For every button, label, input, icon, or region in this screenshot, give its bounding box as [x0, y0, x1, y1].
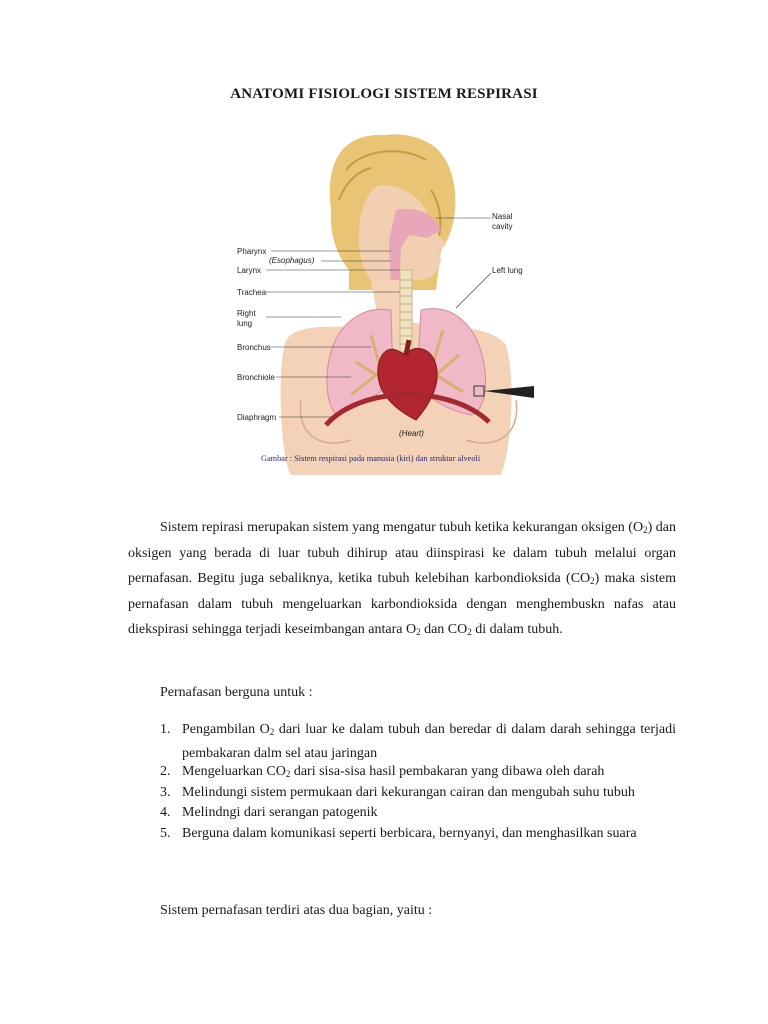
label-left-lung: Left lung — [492, 266, 523, 275]
label-right-lung-line2: lung — [237, 319, 253, 328]
list-item: 2. Mengeluarkan $CO_2$ dari sisa-sisa hasil pembakaran yang dibawa oleh darah — [160, 764, 605, 779]
label-esophagus: (Esophagus) — [269, 256, 315, 265]
label-nasal-line2: cavity — [492, 222, 513, 231]
list-item: 4. Melindngi dari serangan patogenik — [160, 805, 378, 820]
list-item: 1. Pengambilan $O_2$ dari luar ke dalam tubuh dan beredar di dalam darah sehingga terjadi pembakaran dalm sel atau jaringan — [160, 722, 676, 761]
list-intro: Pernafasan berguna untuk : — [160, 685, 313, 700]
label-nasal-line1: Nasal — [492, 212, 513, 221]
list-item: 3. Melindungi sistem permukaan dari kekurangan cairan dan mengubah suhu tubuh — [160, 785, 635, 800]
label-heart: (Heart) — [399, 429, 424, 438]
anatomy-diagram — [231, 130, 541, 475]
label-trachea: Trachea — [237, 288, 267, 297]
figure-caption: Gambar : Sistem respirasi pada manusia (kiri) dan struktur alveoli — [261, 454, 481, 463]
label-larynx: Larynx — [237, 266, 262, 275]
label-diaphragm: Diaphragm — [237, 413, 277, 422]
label-right-lung-line1: Right — [237, 309, 256, 318]
label-bronchiole: Bronchiole — [237, 373, 275, 382]
paragraph-intro: Sistem repirasi merupakan sistem yang mengatur tubuh ketika kekurangan oksigen $(O_2)$ dan oksigen yang berada di luar tubuh dihirup atau diinspirasi ke dalam tubuh melalui organ pernafasan. Begitu juga sebaliknya, ketika tubuh kelebihan karbondioksida $(CO_2)$ maka sistem pernafasan dalam tubuh mengeluarkan karbondioksida dengan menghembuskn nafas atau diekspirasi sehingga terjadi keseimbangan antara $O_2$ dan $CO_2$ di dalam tubuh. — [128, 520, 676, 638]
closing-sentence: Sistem pernafasan terdiri atas dua bagian, yaitu : — [160, 903, 433, 918]
label-bronchus: Bronchus — [237, 343, 271, 352]
respiratory-system-illustration — [231, 130, 541, 475]
list-item: 5. Berguna dalam komunikasi seperti berbicara, bernyanyi, dan menghasilkan suara — [160, 826, 637, 841]
benefits-list — [160, 718, 676, 846]
label-pharynx: Pharynx — [237, 247, 267, 256]
page-title: ANATOMI FISIOLOGI SISTEM RESPIRASI — [230, 86, 538, 102]
